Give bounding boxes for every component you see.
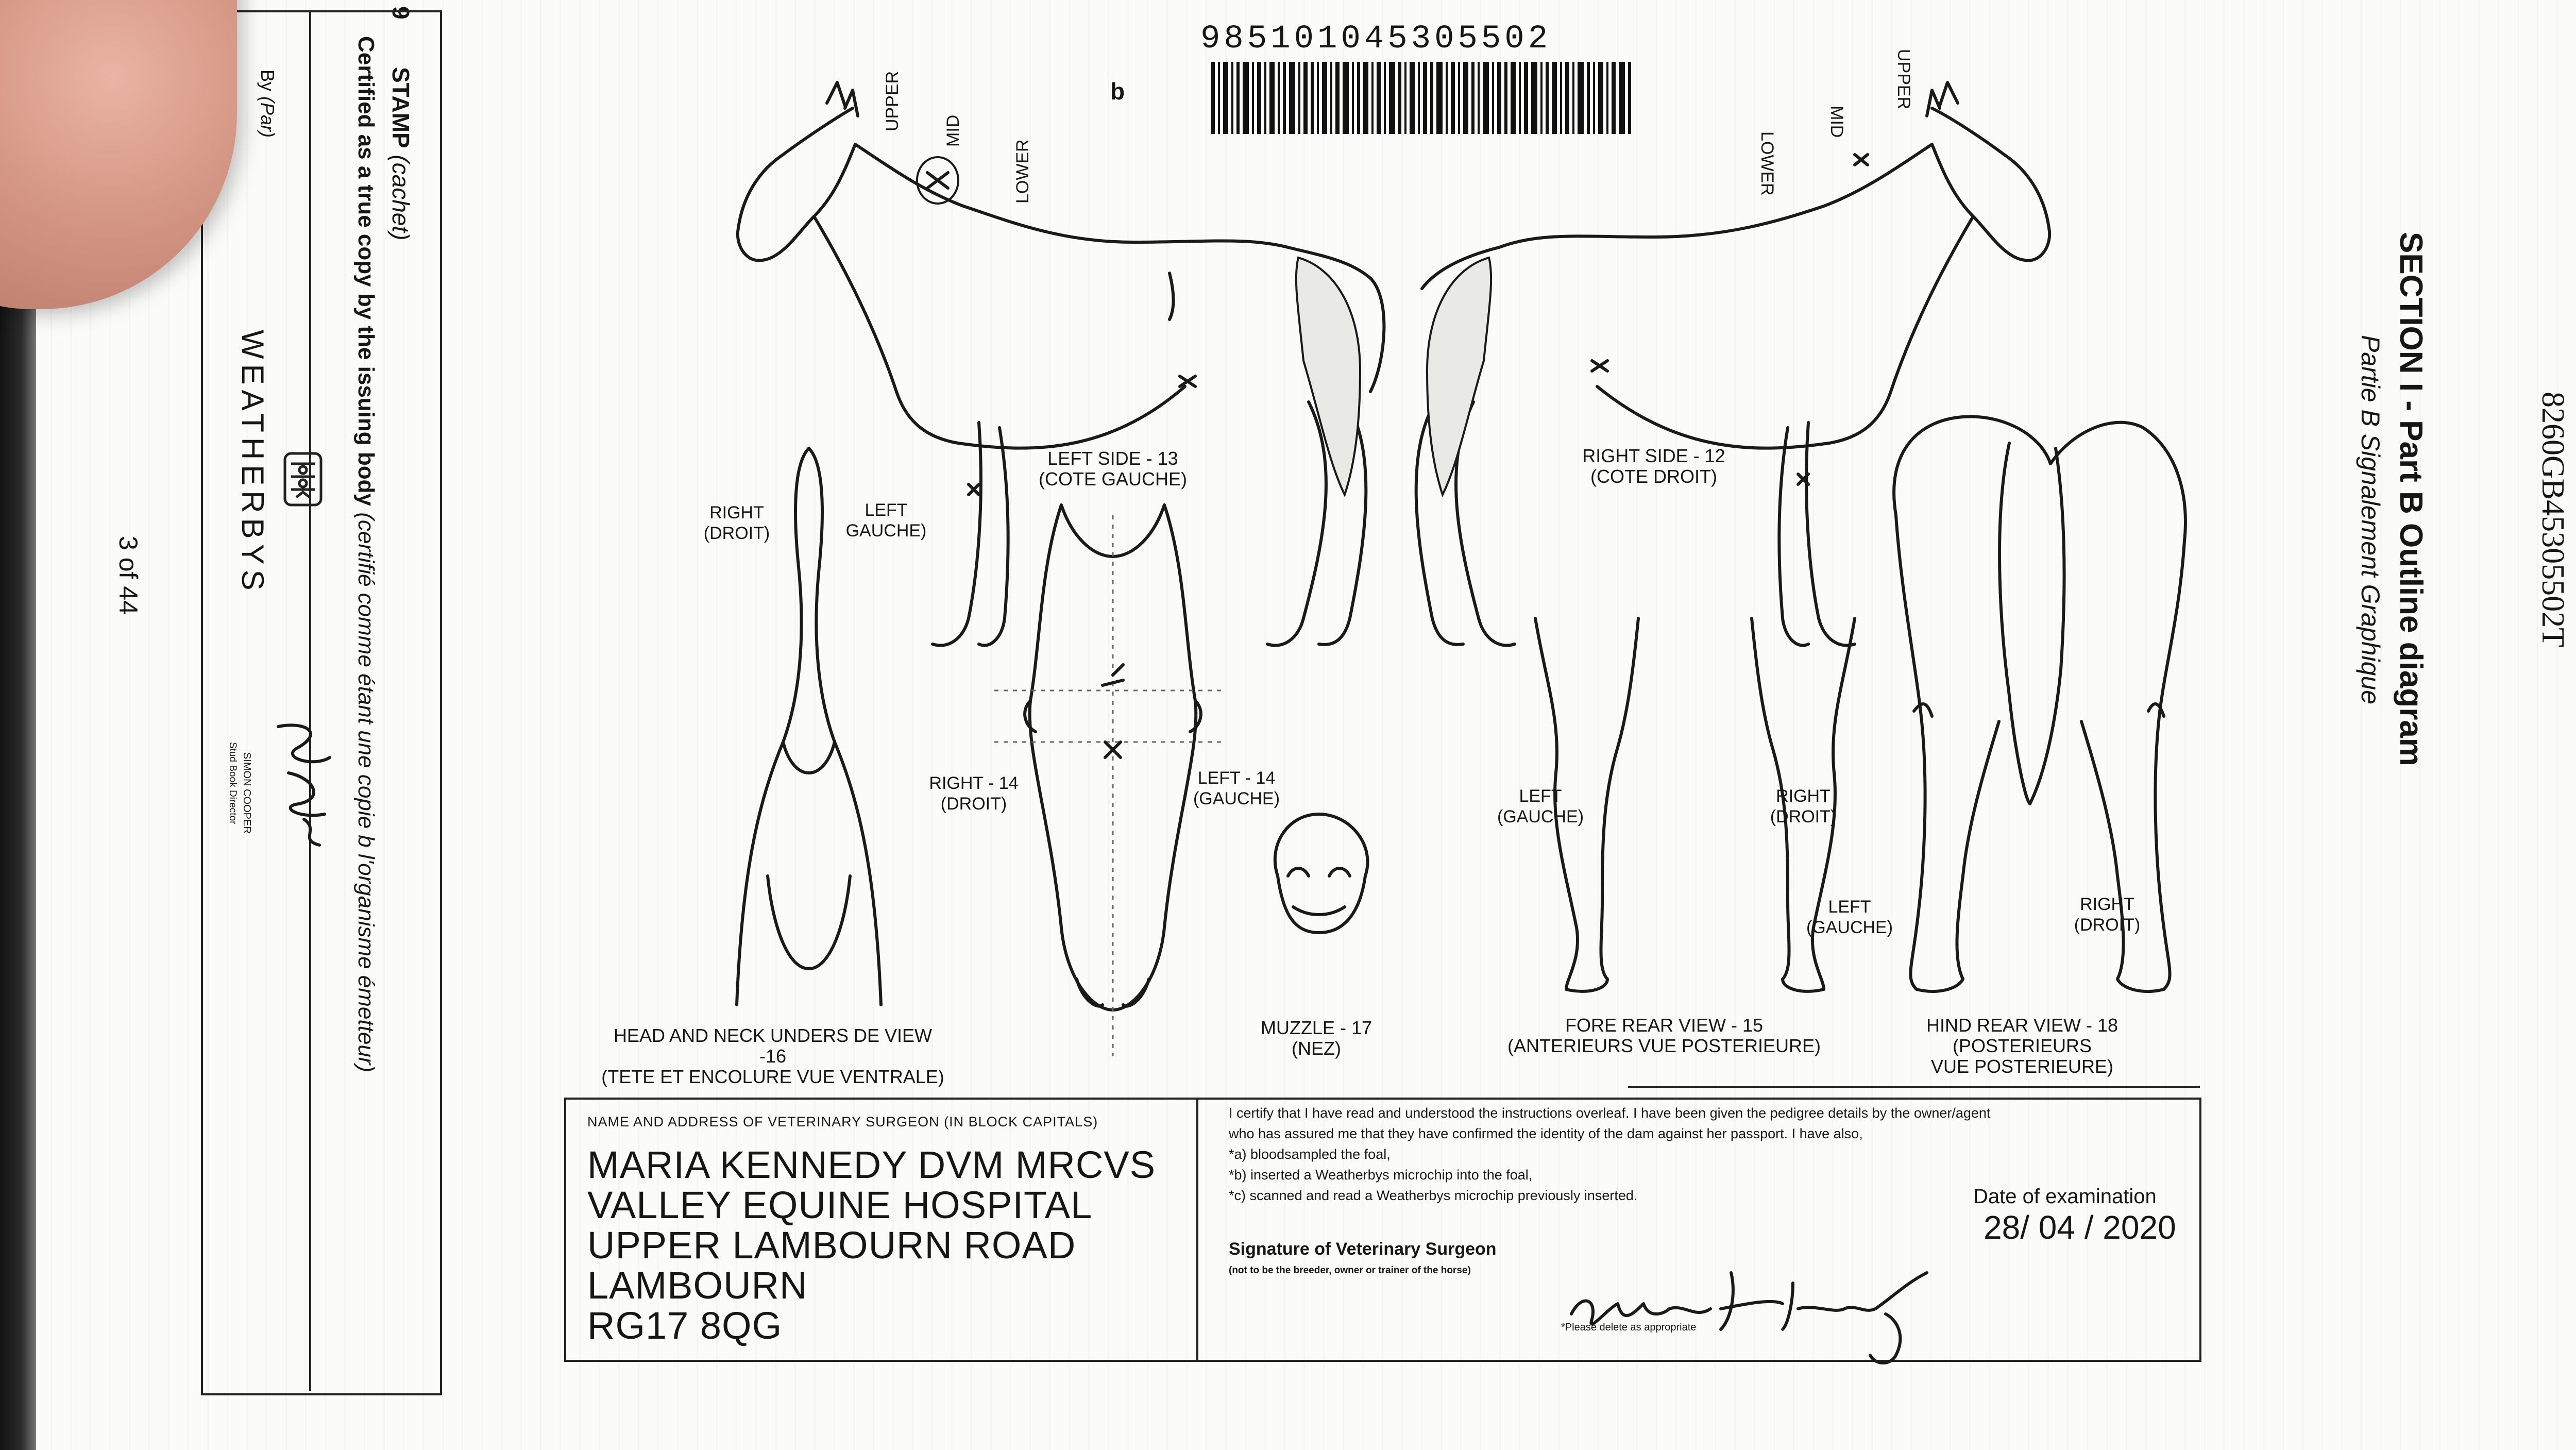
label-right-side: RIGHT SIDE - 12 (COTE DROIT) [1582,445,1725,487]
date-of-examination-value: 28/ 04 / 2020 [1984,1209,2176,1246]
diagram-marker: b [1110,78,1125,105]
weatherbys-org-name: WEATHERBYS [235,330,270,596]
left-side-horse-outline [738,82,1384,646]
vet-address [587,1145,1180,1346]
signature-note: (not to be the breeder, owner or trainer of the horse) [1229,1265,1471,1276]
top-rule [1628,1086,2200,1088]
right-side-horse-outline [1416,82,2049,646]
signature-label: Signature of Veterinary Surgeon [1229,1239,1497,1259]
stamp-title: STAMP [387,67,414,148]
vertical-code: 8260GB45305502T [2535,392,2570,647]
page-number: 9 [387,6,414,20]
neck-label-lower-right: LOWER [1757,131,1777,196]
vet-street: UPPER LAMBOURN ROAD [587,1224,1076,1267]
neck-label-mid-right: MID [1827,106,1846,138]
vet-details-divider [1196,1098,1198,1360]
certified-text-fr: (certifié comme étant une copie b l'organisme émetteur) [353,512,379,1073]
label-neck-underside: HEAD AND NECK UNDERS DE VIEW -16 (TETE ET ENCOLURE VUE VENTRALE) [601,1025,944,1087]
by-label: By (Par) [257,70,278,138]
label-fore-right: RIGHT (DROIT) [1770,786,1837,827]
neck-label-upper-right: UPPER [1894,49,1913,110]
vet-town: LAMBOURN [587,1264,808,1307]
vet-practice: VALLEY EQUINE HOSPITAL [587,1184,1093,1226]
label-fore-rear: FORE REAR VIEW - 15 (ANTERIEURS VUE POSTERIEURE) [1507,1015,1821,1056]
delete-footnote: *Please delete as appropriate [1561,1322,1697,1333]
certified-text: Certified as a true copy by the issuing body [353,36,379,506]
label-muzzle: MUZZLE - 17 (NEZ) [1260,1017,1372,1059]
signatory-name: SIMON COOPER [241,752,252,834]
neck-label-upper-left: UPPER [883,71,902,131]
label-fore-left: LEFT (GAUCHE) [1497,786,1584,827]
label-head-right: RIGHT - 14 (DROIT) [929,773,1019,814]
label-neck-right: RIGHT (DROIT) [703,503,770,543]
vet-name: MARIA KENNEDY DVM MRCVS [587,1143,1156,1186]
neck-label-mid-left: MID [943,114,963,147]
certification-text: I certify that I have read and understood the instructions overleaf. I have been given the pedigree details by the owner/agent who has assured me that they have confirmed the identity of the dam against her passport. I have also, *a) bloodsampled the foal, *b) inserted a Weatherbys microchip into the foal, *c) scanned and read a Weatherbys microchip previously inserted. [1229,1105,1991,1203]
page-count: 3 of 44 [114,536,143,615]
stamp-title-fr: (cachet) [387,155,414,241]
vet-signature [1566,1252,1978,1371]
neck-label-lower-left: LOWER [1013,139,1032,204]
label-head-left: LEFT - 14 (GAUCHE) [1193,768,1280,808]
label-hind-right: RIGHT (DROIT) [2074,895,2141,935]
vet-heading: NAME AND ADDRESS OF VETERINARY SURGEON (IN BLOCK CAPITALS) [587,1114,1098,1129]
section-subtitle: Partie B Signalement Graphique [2356,335,2385,705]
signatory-title: Stud Book Director [227,742,238,824]
label-hind-left: LEFT (GAUCHE) [1806,897,1893,937]
label-neck-left: LEFT GAUCHE) [845,500,927,541]
label-left-side: LEFT SIDE - 13 (COTE GAUCHE) [1039,448,1187,490]
vet-postcode: RG17 8QG [587,1304,783,1347]
label-hind-rear: HIND REAR VIEW - 18 (POSTERIEURS VUE POSTERIEURE) [1926,1015,2119,1077]
muzzle-outline [1275,814,1368,933]
date-of-examination-label: Date of examination [1973,1185,2157,1208]
section-title: SECTION I - Part B Outline diagram [2393,232,2429,766]
barcode-number: 985101045305502 [1200,21,1552,58]
